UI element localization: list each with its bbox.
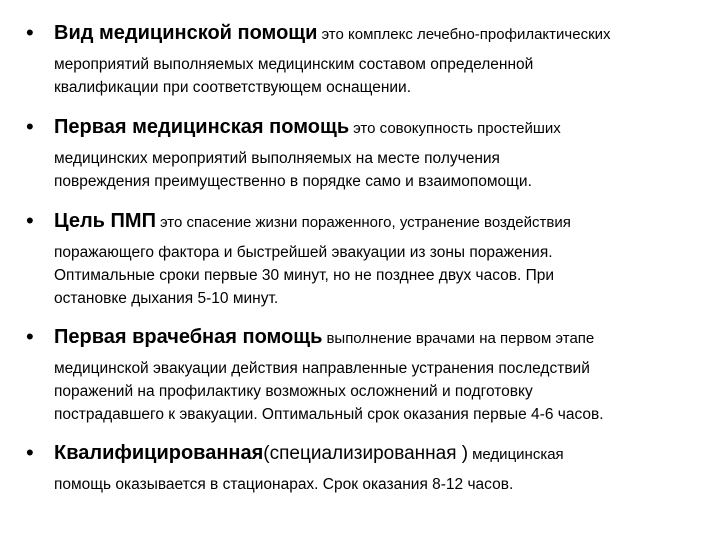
list-item: [26, 112, 712, 193]
item-body: [54, 147, 712, 193]
item-body: [54, 241, 712, 310]
item-line: повреждения преимущественно в порядке само и взаимопомощи.: [54, 173, 532, 190]
item-term: Первая медицинская помощь: [54, 116, 350, 138]
item-head-text: медицинская: [472, 446, 564, 463]
item-term: Вид медицинской помощи: [54, 22, 318, 44]
item-line: остановке дыхания 5-10 минут.: [54, 290, 279, 307]
item-heading: [54, 438, 712, 470]
bullet-icon: •: [26, 440, 34, 465]
bullet-list: [26, 18, 712, 496]
list-item: [26, 206, 712, 310]
item-head-text: это комплекс лечебно-профилактических: [321, 26, 611, 43]
item-head-text: выполнение врачами на первом этапе: [326, 330, 595, 347]
item-head-text: это совокупность простейших: [353, 120, 561, 137]
bullet-icon: •: [26, 20, 34, 45]
item-line: мероприятий выполняемых медицинским составом определенной: [54, 56, 534, 73]
list-item: [26, 18, 712, 99]
item-line: поражений на профилактику возможных осложнений и подготовку: [54, 383, 533, 400]
item-line: помощь оказывается в стационарах. Срок оказания 8-12 часов.: [54, 476, 514, 493]
bullet-icon: •: [26, 114, 34, 139]
item-term: Цель ПМП: [54, 210, 156, 232]
item-term-suffix: (специализированная ): [263, 443, 469, 464]
item-term: Квалифицированная: [54, 442, 264, 464]
item-line: пострадавшего к эвакуации. Оптимальный срок оказания первые 4-6 часов.: [54, 406, 604, 423]
item-line: Оптимальные сроки первые 30 минут, но не позднее двух часов. При: [54, 267, 555, 284]
list-item: [26, 438, 712, 496]
item-heading: [54, 206, 712, 238]
item-body: [54, 53, 712, 99]
item-term: Первая врачебная помощь: [54, 326, 323, 348]
bullet-icon: •: [26, 208, 34, 233]
item-heading: [54, 18, 712, 50]
bullet-icon: •: [26, 324, 34, 349]
item-head-text: это спасение жизни пораженного, устранение воздействия: [159, 214, 571, 231]
item-line: поражающего фактора и быстрейшей эвакуации из зоны поражения.: [54, 244, 553, 261]
item-heading: [54, 322, 712, 354]
item-heading: [54, 112, 712, 144]
item-line: квалификации при соответствующем оснащении.: [54, 79, 412, 96]
item-line: медицинских мероприятий выполняемых на месте получения: [54, 150, 500, 167]
item-body: [54, 357, 712, 426]
item-body: [54, 473, 712, 496]
item-line: медицинской эвакуации действия направленные устранения последствий: [54, 360, 590, 377]
list-item: [26, 322, 712, 426]
